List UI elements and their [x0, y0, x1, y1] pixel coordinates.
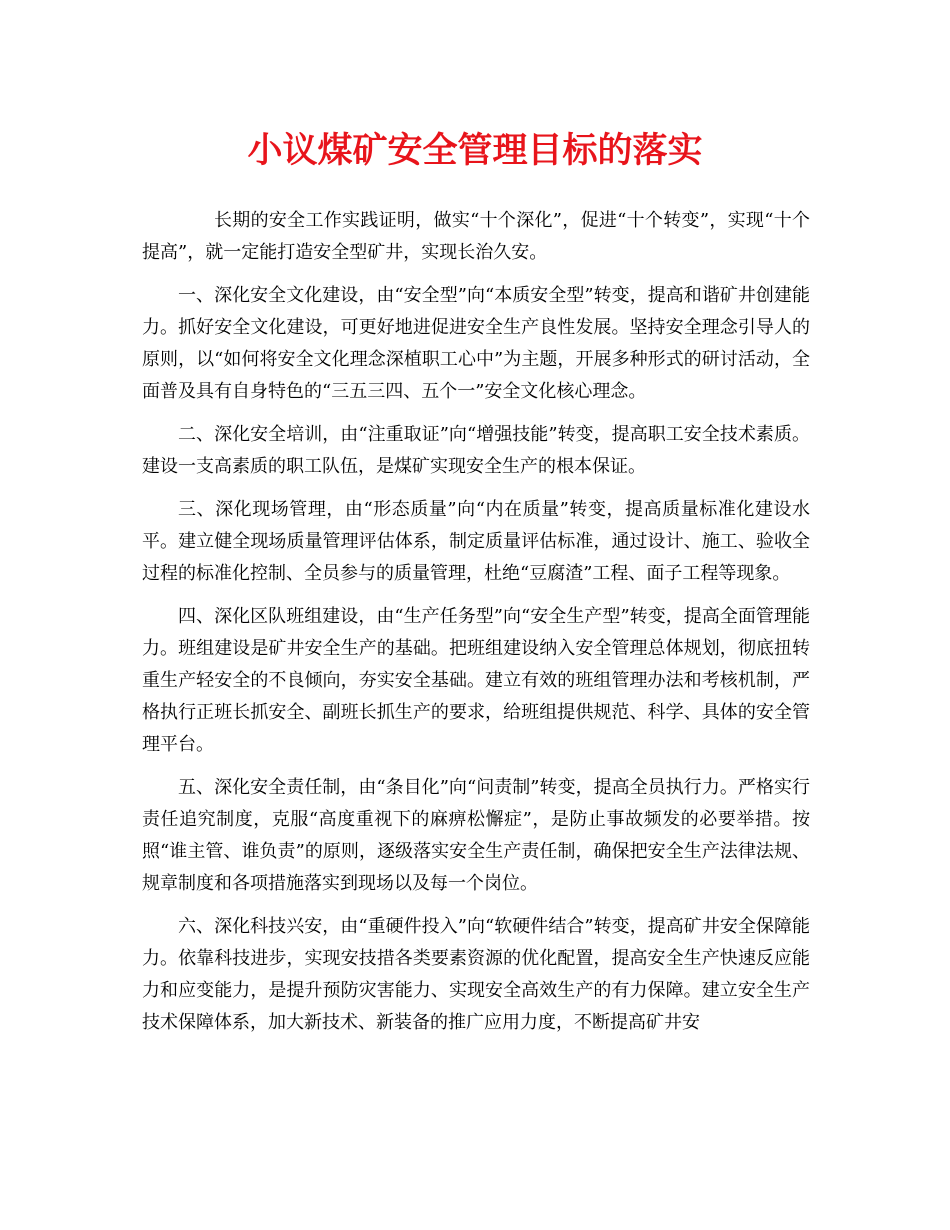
document-body: [142, 205, 810, 1050]
paragraph-intro: 长期的安全工作实践证明，做实“十个深化”，促进“十个转变”，实现“十个提高”，就一定能打造安全型矿井，实现长治久安。: [142, 210, 810, 263]
paragraph-6: 六、深化科技兴安，由“重硬件投入”向“软硬件结合”转变，提高矿井安全保障能力。依靠科技进步，实现安技措各类要素资源的优化配置，提高安全生产快速反应能力和应变能力，是提升预防灾害能力、实现安全高效生产的有力保障。建立安全生产技术保障体系，加大新技术、新装备的推广应用力度，不断提高矿井安: [142, 916, 810, 1033]
paragraph-3: 三、深化现场管理，由“形态质量”向“内在质量”转变，提高质量标准化建设水平。建立健全现场质量管理评估体系，制定质量评估标准，通过设计、施工、验收全过程的标准化控制、全员参与的质量管理，杜绝“豆腐渣”工程、面子工程等现象。: [142, 499, 810, 584]
paragraph-2: 二、深化安全培训，由“注重取证”向“增强技能”转变，提高职工安全技术素质。建设一支高素质的职工队伍，是煤矿实现安全生产的根本保证。: [142, 424, 810, 477]
document-title: 小议煤矿安全管理目标的落实: [247, 130, 703, 171]
paragraph-4: 四、深化区队班组建设，由“生产任务型”向“安全生产型”转变，提高全面管理能力。班组建设是矿井安全生产的基础。把班组建设纳入安全管理总体规划，彻底扭转重生产轻安全的不良倾向，夯实安全基础。建立有效的班组管理办法和考核机制，严格执行正班长抓安全、副班长抓生产的要求，给班组提供规范、科学、具体的安全管理平台。: [142, 606, 810, 755]
paragraph-1: 一、深化安全文化建设，由“安全型”向“本质安全型”转变，提高和谐矿井创建能力。抓好安全文化建设，可更好地进促进安全生产良性发展。坚持安全理念引导人的原则，以“如何将安全文化理念深植职工心中”为主题，开展多种形式的研讨活动，全面普及具有自身特色的“三五三四、五个一”安全文化核心理念。: [142, 285, 810, 402]
paragraph-5: 五、深化安全责任制，由“条目化”向“问责制”转变，提高全员执行力。严格实行责任追究制度，克服“高度重视下的麻痹松懈症”，是防止事故频发的必要举措。按照“谁主管、谁负责”的原则，逐级落实安全生产责任制，确保把安全生产法律法规、规章制度和各项措施落实到现场以及每一个岗位。: [142, 777, 810, 894]
